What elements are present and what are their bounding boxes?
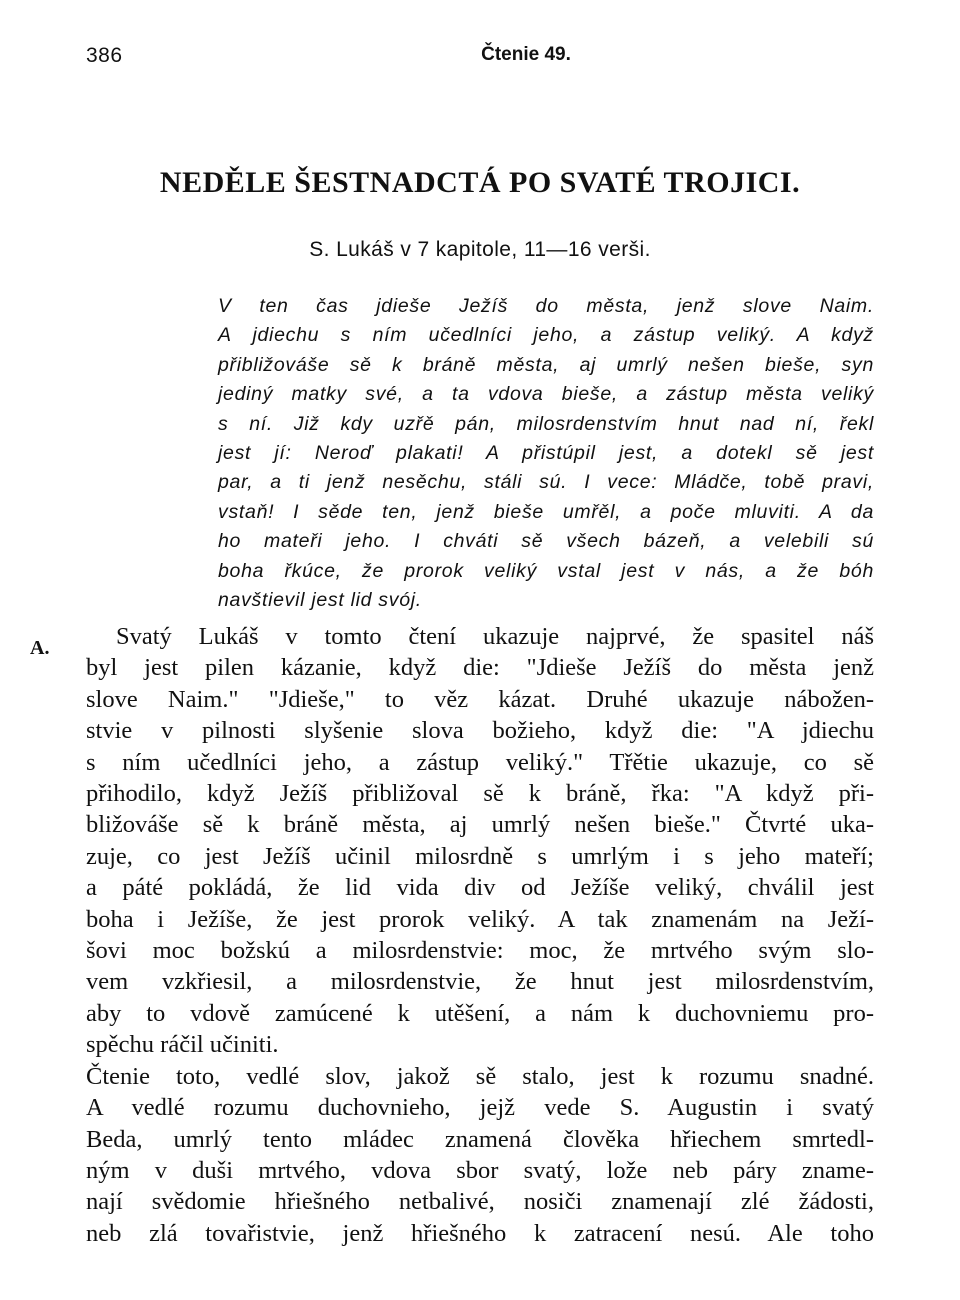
body-line: Čtenie toto, vedlé slov, jakož sě stalo, jest k rozumu snadné. (86, 1062, 874, 1090)
body-line: aby to vdově zamúcené k utěšení, a nám k duchovniemu pro- (86, 999, 874, 1027)
body-line: Svatý Lukáš v tomto čtení ukazuje najprvé, že spasitel náš (116, 623, 874, 650)
body-line: přihodilo, když Ježíš přibližoval sě k bráně, řka: "A když při- (86, 780, 874, 808)
gospel-line: A jdiechu s ním učedlníci jeho, a zástup veliký. A když (218, 324, 874, 347)
gospel-line: vstaň! I sěde ten, jenž bieše umřěl, a poče mluviti. A da (218, 500, 874, 523)
body-line: A vedlé rozumu duchovnieho, jejž vede S. Augustin i svatý (86, 1094, 874, 1122)
body-line: Beda, umrlý tento mládec znamená člověka hřiechem smrtedl- (86, 1125, 874, 1153)
gospel-line: V ten čas jdieše Ježíš do města, jenž slove Naim. (218, 295, 874, 317)
body-line: vem vzkřiesil, a milosrdenstvie, že hnut jest milosrdenstvím, (86, 968, 874, 996)
body-line: neb zlá tovařistvie, jenž hřiešného k zatracení nesú. Ale toho (86, 1219, 874, 1247)
body-line: slove Naim." "Jdieše," to věz kázat. Druhé ukazuje nábožen- (86, 685, 874, 713)
body-line: stvie v pilnosti slyšenie slova božieho, když die: "A jdiechu (86, 717, 874, 745)
body-line: šovi moc božskú a milosrdenstvie: moc, že mrtvého svým slo- (86, 937, 874, 965)
running-title: Čtenie 49. (481, 44, 571, 65)
body-line: byl jest pilen kázanie, když die: "Jdieše Ježíš do města jenž (86, 654, 874, 682)
commentary-text (86, 621, 874, 1249)
gospel-line: přibližováše sě k bráně města, aj umrlý nešen bieše, syn (218, 353, 874, 376)
gospel-line: par, a ti jenž nesěchu, stáli sú. I vece: Mládče, tobě pravi, (218, 471, 874, 494)
running-head (86, 44, 876, 76)
gospel-line: navštievil jest lid svój. (218, 589, 422, 612)
body-line: ným v duši mrtvého, vdova sbor svatý, lože neb páry zname- (86, 1156, 874, 1184)
gospel-line: boha řkúce, že prorok veliký vstal jest v nás, a že bóh (218, 559, 874, 582)
body-line: bližováše sě k bráně města, aj umrlý nešen bieše." Čtvrté uka- (86, 811, 874, 839)
page-number: 386 (86, 44, 123, 67)
body-line: zuje, co jest Ježíš učinil milosrdně s umrlým i s jeho mateří; (86, 842, 874, 870)
gospel-line: jediný matky své, a ta vdova bieše, a zástup města veliký (218, 383, 874, 406)
body-line: nají svědomie hřiešného netbalivé, nosiči znamenají zlé žádosti, (86, 1188, 874, 1216)
body-line: a páté pokládá, že lid vida div od Ježíše veliký, chválil jest (86, 874, 874, 902)
gospel-line: s ní. Již kdy uzřě pán, milosrdenstvím hnut nad ní, řekl (218, 412, 874, 435)
chapter-heading: NEDĚLE ŠESTNADCTÁ PO SVATÉ TROJICI. (159, 166, 801, 199)
gospel-line: ho mateři jeho. I chváti sě všech bázeň, a velebili sú (218, 530, 874, 553)
scripture-reference: S. Lukáš v 7 kapitole, 11—16 verši. (309, 238, 651, 261)
gospel-line: jest jí: Neroď plakati! A přistúpil jest, a dotekl sě jest (218, 442, 874, 465)
body-line: spěchu ráčil učiniti. (86, 1031, 279, 1059)
gospel-passage (218, 292, 874, 615)
body-line: s ním učedlníci jeho, a zástup veliký." Třětie ukazuje, co sě (86, 748, 874, 776)
body-line: boha i Ježíše, že jest prorok veliký. A tak znamenám na Ježí- (86, 905, 874, 933)
margin-letter: A. (30, 637, 50, 659)
